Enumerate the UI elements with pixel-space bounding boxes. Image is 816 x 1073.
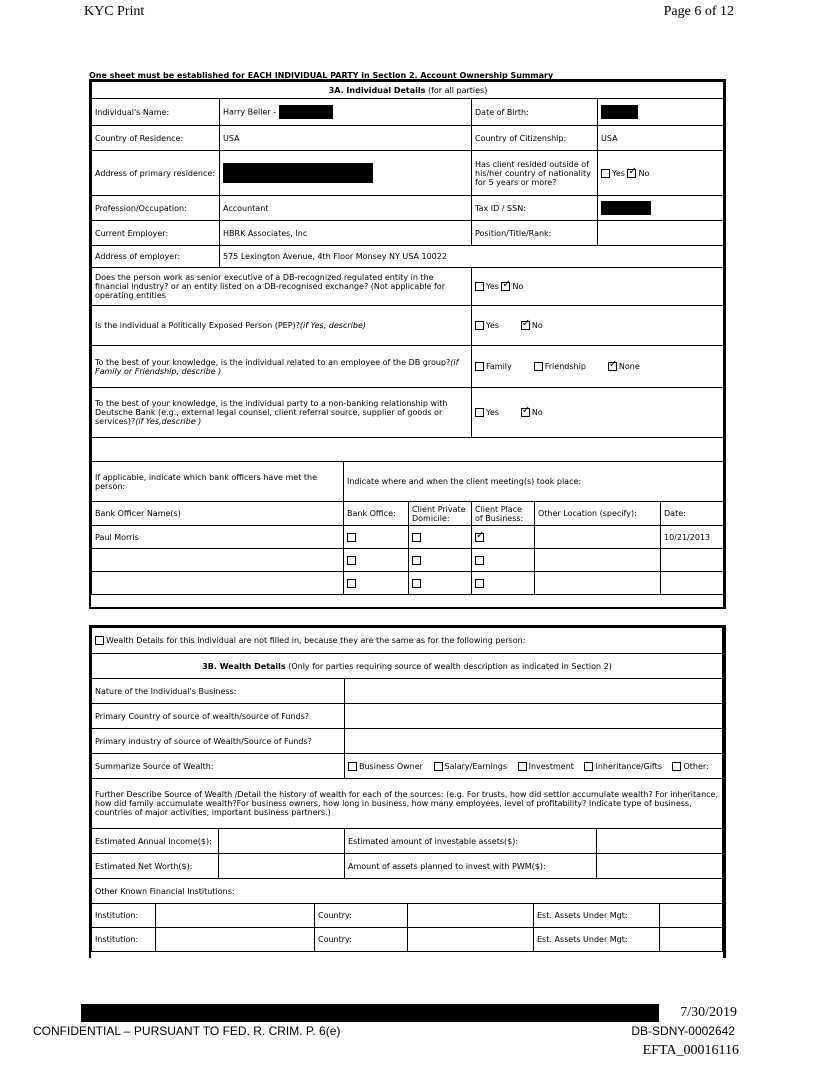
meeting-question: Indicate where and when the client meeting(s) took place: bbox=[344, 462, 725, 502]
business-checkbox[interactable] bbox=[475, 579, 484, 588]
institution-row bbox=[92, 904, 723, 928]
address-label: Address of primary residence: bbox=[92, 151, 220, 196]
redaction-block bbox=[601, 201, 651, 215]
col-officer: Bank Officer Name(s) bbox=[92, 502, 344, 526]
no-checkbox[interactable] bbox=[501, 282, 510, 291]
redaction-block bbox=[279, 105, 333, 119]
citizenship-value: USA bbox=[598, 126, 725, 151]
residence-value: USA bbox=[220, 126, 472, 151]
meeting-date bbox=[661, 549, 725, 572]
est-assets-value bbox=[660, 928, 723, 952]
investable-label: Estimated amount of investable assets($): bbox=[345, 829, 597, 854]
name-value: Harry Beller - bbox=[220, 99, 472, 126]
officer-name bbox=[92, 572, 344, 595]
institution-label: Institution: bbox=[92, 928, 156, 952]
meeting-row bbox=[92, 549, 725, 572]
domicile-cell bbox=[409, 526, 472, 549]
salary-checkbox[interactable] bbox=[434, 762, 443, 771]
family-checkbox[interactable] bbox=[475, 362, 484, 371]
friendship-checkbox[interactable] bbox=[534, 362, 543, 371]
related-answer: Family Friendship✓ None bbox=[472, 346, 725, 388]
col-place-of-business: Client Place of Business: bbox=[472, 502, 535, 526]
redaction-block bbox=[601, 105, 638, 119]
net-worth-value bbox=[219, 854, 345, 879]
individual-details-table bbox=[91, 81, 725, 595]
related-question: To the best of your knowledge, is the individual related to an employee of the DB group?(if Family or Friendship, describe ) bbox=[92, 346, 472, 388]
col-date: Date: bbox=[661, 502, 725, 526]
other-location-cell bbox=[535, 549, 661, 572]
taxid-label: Tax ID / SSN: bbox=[472, 196, 598, 221]
domicile-checkbox[interactable] bbox=[412, 533, 421, 542]
employer-value: HBRK Associates, Inc bbox=[220, 221, 472, 246]
domicile-cell bbox=[409, 549, 472, 572]
same-as-row: Wealth Details for this individual are not filled in, because they are the same as for the following person: bbox=[92, 628, 723, 654]
inheritance-checkbox[interactable] bbox=[584, 762, 593, 771]
nature-value bbox=[345, 679, 723, 704]
wealth-details-table bbox=[91, 627, 723, 952]
no-checkbox[interactable] bbox=[521, 321, 530, 330]
domicile-checkbox[interactable] bbox=[412, 579, 421, 588]
officers-question: If applicable, indicate which bank officers have met the person: bbox=[92, 462, 344, 502]
bank-office-cell bbox=[344, 526, 409, 549]
dob-label: Date of Birth: bbox=[472, 99, 598, 126]
domicile-checkbox[interactable] bbox=[412, 556, 421, 565]
resided-answer: Yes ✓ No bbox=[598, 151, 725, 196]
footer-date: 7/30/2019 bbox=[680, 1005, 737, 1020]
annual-income-value bbox=[219, 829, 345, 854]
business-cell bbox=[472, 526, 535, 549]
bates-number: DB-SDNY-0002642 bbox=[631, 1024, 735, 1038]
redaction-block bbox=[223, 163, 373, 183]
section-3b-title: 3B. Wealth Details (Only for parties requiring source of wealth description as indicated in Section 2) bbox=[92, 654, 723, 679]
primary-country-label: Primary Country of source of wealth/source of Funds? bbox=[92, 704, 345, 729]
business-cell bbox=[472, 572, 535, 595]
country-value bbox=[408, 904, 534, 928]
no-checkbox[interactable] bbox=[627, 169, 636, 178]
section-3a-title: 3A. Individual Details (for all parties) bbox=[92, 82, 725, 99]
name-label: Individual's Name: bbox=[92, 99, 220, 126]
investment-checkbox[interactable] bbox=[518, 762, 527, 771]
profession-value: Accountant bbox=[220, 196, 472, 221]
business-checkbox[interactable] bbox=[475, 533, 484, 542]
citizenship-label: Country of Citizenship: bbox=[472, 126, 598, 151]
bank-office-checkbox[interactable] bbox=[347, 556, 356, 565]
position-label: Position/Title/Rank: bbox=[472, 221, 598, 246]
same-as-checkbox[interactable] bbox=[95, 636, 104, 645]
yes-checkbox[interactable] bbox=[475, 408, 484, 417]
other-location-cell bbox=[535, 572, 661, 595]
meeting-date: 10/21/2013 bbox=[661, 526, 725, 549]
officer-name: Paul Morris bbox=[92, 526, 344, 549]
section-3b-wealth-details bbox=[89, 625, 726, 958]
resided-question: Has client resided outside of his/her country of nationality for 5 years or more? bbox=[472, 151, 598, 196]
business-owner-checkbox[interactable] bbox=[348, 762, 357, 771]
bank-office-checkbox[interactable] bbox=[347, 579, 356, 588]
non-banking-answer: Yes✓ No bbox=[472, 388, 725, 438]
employer-address-value: 575 Lexington Avenue, 4th Floor Monsey NY USA 10022 bbox=[220, 246, 725, 268]
country-label: Country: bbox=[315, 904, 408, 928]
section-3a-individual-details bbox=[89, 79, 726, 609]
residence-label: Country of Residence: bbox=[92, 126, 220, 151]
profession-label: Profession/Occupation: bbox=[92, 196, 220, 221]
institution-value bbox=[156, 904, 315, 928]
col-private-domicile: Client Private Domicile: bbox=[409, 502, 472, 526]
yes-checkbox[interactable] bbox=[475, 321, 484, 330]
dob-value bbox=[598, 99, 725, 126]
none-checkbox[interactable] bbox=[608, 362, 617, 371]
country-label: Country: bbox=[315, 928, 408, 952]
senior-executive-answer: Yes ✓ No bbox=[472, 268, 725, 306]
bank-office-checkbox[interactable] bbox=[347, 533, 356, 542]
est-assets-label: Est. Assets Under Mgt: bbox=[534, 904, 660, 928]
employer-label: Current Employer: bbox=[92, 221, 220, 246]
business-checkbox[interactable] bbox=[475, 556, 484, 565]
meeting-date bbox=[661, 572, 725, 595]
meeting-row bbox=[92, 526, 725, 549]
primary-industry-label: Primary industry of source of Wealth/Source of Funds? bbox=[92, 729, 345, 754]
non-banking-question: To the best of your knowledge, is the individual party to a non-banking relationship with Deutsche Bank (e.g., external legal counsel, client referral source, supplier of goods or services)?(if Yes,describe ) bbox=[92, 388, 472, 438]
institution-label: Institution: bbox=[92, 904, 156, 928]
est-assets-label: Est. Assets Under Mgt: bbox=[534, 928, 660, 952]
nature-label: Nature of the Individual's Business: bbox=[92, 679, 345, 704]
other-checkbox[interactable] bbox=[672, 762, 681, 771]
bank-office-cell bbox=[344, 572, 409, 595]
summarize-label: Summarize Source of Wealth: bbox=[92, 754, 345, 779]
primary-industry-value bbox=[345, 729, 723, 754]
other-location-cell bbox=[535, 526, 661, 549]
yes-checkbox[interactable] bbox=[475, 282, 484, 291]
address-value bbox=[220, 151, 472, 196]
institution-value bbox=[156, 928, 315, 952]
col-bank-office: Bank Office: bbox=[344, 502, 409, 526]
annual-income-label: Estimated Annual Income($): bbox=[92, 829, 219, 854]
pep-answer: Yes✓ No bbox=[472, 306, 725, 346]
col-other-location: Other Location (specify): bbox=[535, 502, 661, 526]
planned-label: Amount of assets planned to invest with PWM($): bbox=[345, 854, 597, 879]
efta-number: EFTA_00016116 bbox=[642, 1043, 739, 1058]
no-checkbox[interactable] bbox=[521, 408, 530, 417]
other-institutions-label: Other Known Financial Institutions: bbox=[92, 879, 723, 904]
investable-value bbox=[597, 829, 723, 854]
redaction-bar bbox=[81, 1004, 659, 1022]
print-title: KYC Print bbox=[84, 4, 145, 19]
confidential-notice: CONFIDENTIAL – PURSUANT TO FED. R. CRIM. P. 6(e) bbox=[33, 1024, 341, 1038]
institution-row bbox=[92, 928, 723, 952]
domicile-cell bbox=[409, 572, 472, 595]
bank-office-cell bbox=[344, 549, 409, 572]
position-value bbox=[598, 221, 725, 246]
country-value bbox=[408, 928, 534, 952]
taxid-value bbox=[598, 196, 725, 221]
est-assets-value bbox=[660, 904, 723, 928]
planned-value bbox=[597, 854, 723, 879]
net-worth-label: Estimated Net Worth($): bbox=[92, 854, 219, 879]
officer-name bbox=[92, 549, 344, 572]
primary-country-value bbox=[345, 704, 723, 729]
senior-executive-question: Does the person work as senior executive of a DB-recognized regulated entity in the financial industry? or an entity listed on a DB-recognised exchange? (Not applicable for operating entities bbox=[92, 268, 472, 306]
pep-question: Is the individual a Politically Exposed Person (PEP)?(if Yes, describe) bbox=[92, 306, 472, 346]
meeting-row bbox=[92, 572, 725, 595]
page-number: Page 6 of 12 bbox=[663, 4, 734, 19]
spacer-row bbox=[92, 438, 725, 462]
further-describe: Further Describe Source of Wealth /Detail the history of wealth for each of the sources: (e.g. For trusts, how did settlor accumulate wealth? For inheritance, how did family accumulate wealth?For business owners, how long in business, how many employees, level of profitability? Indicate type of business, countries of major activities, important business partners.) bbox=[92, 779, 723, 829]
business-cell bbox=[472, 549, 535, 572]
section-instruction: One sheet must be established for EACH INDIVIDUAL PARTY in Section 2. Account Ownership Summary bbox=[89, 71, 554, 80]
yes-checkbox[interactable] bbox=[601, 169, 610, 178]
summarize-options: Business Owner Salary/Earnings Investment Inheritance/Gifts Other: bbox=[345, 754, 723, 779]
employer-address-label: Address of employer: bbox=[92, 246, 220, 268]
